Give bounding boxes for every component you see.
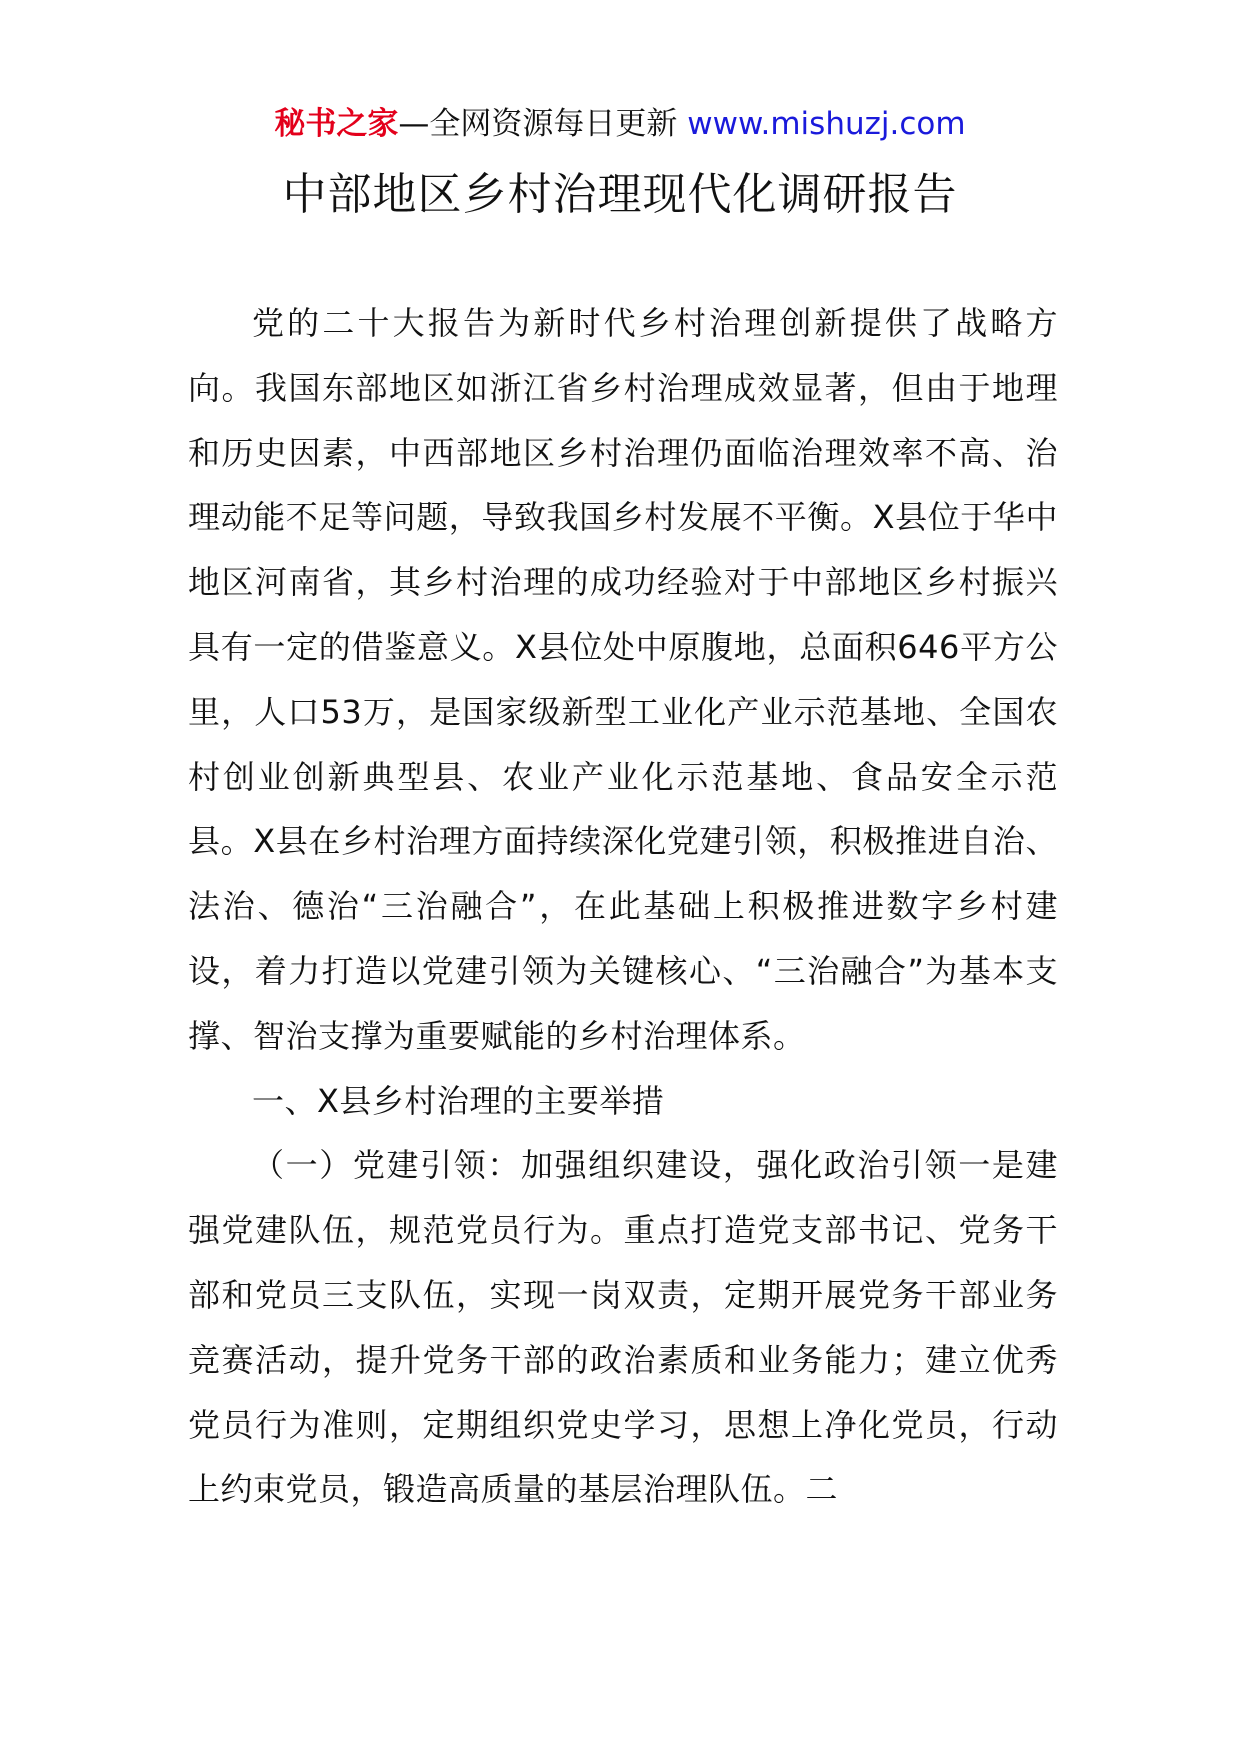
document-body [188,291,1058,1522]
intro-paragraph: 党的二十大报告为新时代乡村治理创新提供了战略方向。我国东部地区如浙江省乡村治理成效显著，但由于地理和历史因素，中西部地区乡村治理仍面临治理效率不高、治理动能不足等问题，导致我国乡村发展不平衡。X县位于华中地区河南省，其乡村治理的成功经验对于中部地区乡村振兴具有一定的借鉴意义。X县位处中原腹地，总面积646平方公里，人口53万，是国家级新型工业化产业示范基地、全国农村创业创新典型县、农业产业化示范基地、食品安全示范县。X县在乡村治理方面持续深化党建引领，积极推进自治、法治、德治“三治融合”，在此基础上积极推进数字乡村建设，着力打造以党建引领为关键核心、“三治融合”为基本支撑、智治支撑为重要赋能的乡村治理体系。 [188,304,1058,1055]
section-heading: 一、X县乡村治理的主要举措 [252,1081,665,1120]
site-banner [0,100,1240,148]
brand-slogan: —全网资源每日更新 [398,106,678,142]
subsection-paragraph: （一）党建引领：加强组织建设，强化政治引领一是建强党建队伍，规范党员行为。重点打造党支部书记、党务干部和党员三支队伍，实现一岗双责，定期开展党务干部业务竞赛活动，提升党务干部的政治素质和业务能力；建立优秀党员行为准则，定期组织党史学习，思想上净化党员，行动上约束党员，锻造高质量的基层治理队伍。二 [188,1146,1058,1509]
document-title: 中部地区乡村治理现代化调研报告 [282,169,958,220]
site-url-link[interactable]: www.mishuzj.com [687,106,966,142]
brand-name: 秘书之家 [274,106,399,142]
